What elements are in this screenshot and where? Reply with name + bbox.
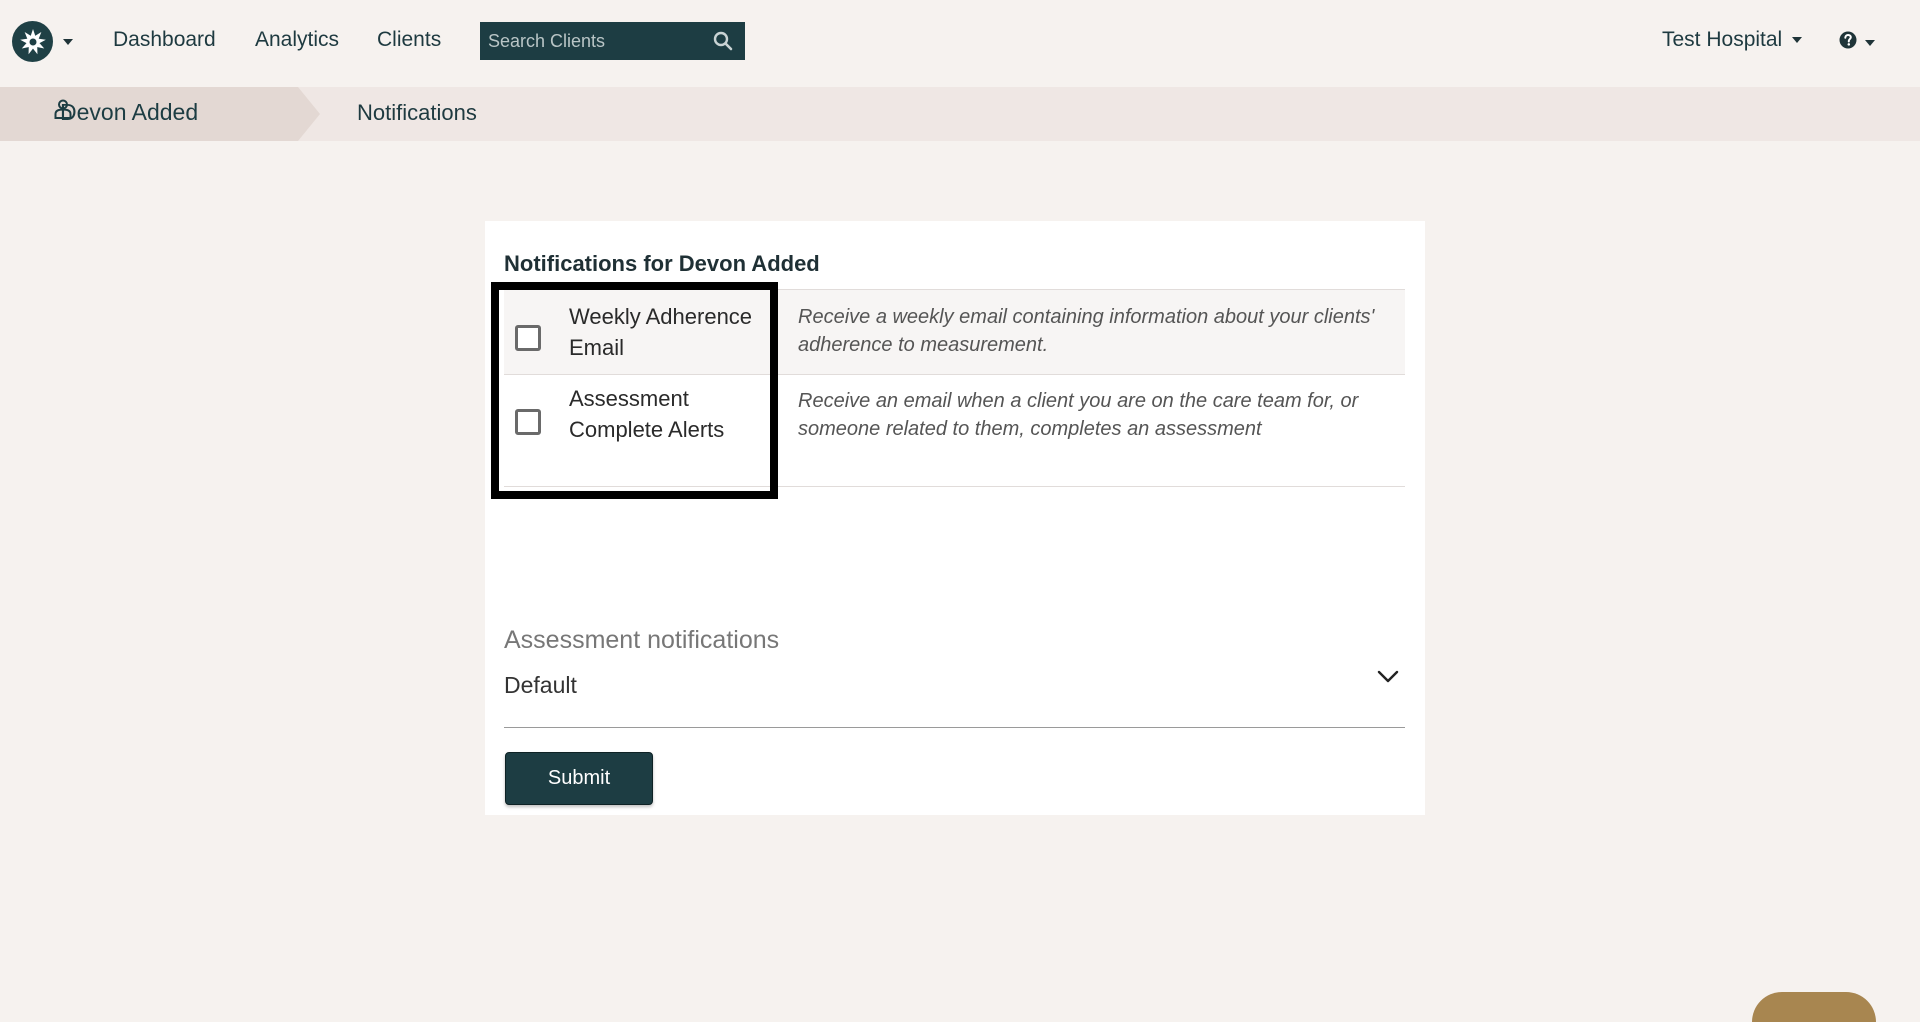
- search-box: [480, 22, 745, 60]
- option-label: Weekly Adherence Email: [569, 304, 753, 360]
- search-icon[interactable]: [713, 31, 733, 56]
- app-menu-toggle[interactable]: [12, 21, 73, 62]
- notification-option-row: [504, 374, 1405, 487]
- notifications-card: [485, 221, 1425, 815]
- nav-dashboard[interactable]: Dashboard: [113, 28, 216, 51]
- weekly-adherence-checkbox[interactable]: [515, 325, 541, 351]
- organization-dropdown[interactable]: [1662, 28, 1802, 52]
- nav-clients[interactable]: Clients: [377, 28, 442, 51]
- search-input[interactable]: [488, 31, 703, 52]
- assessment-notifications-select[interactable]: [504, 626, 1405, 728]
- assessment-complete-checkbox[interactable]: [515, 409, 541, 435]
- select-value: Default: [504, 672, 577, 698]
- caret-down-icon: [63, 39, 73, 45]
- option-label: Assessment Complete Alerts: [569, 386, 725, 442]
- logo-icon: [12, 21, 53, 62]
- caret-down-icon: [1865, 40, 1875, 46]
- select-label: Assessment notifications: [504, 626, 780, 654]
- breadcrumb-client[interactable]: [0, 87, 320, 141]
- floating-widget[interactable]: [1752, 992, 1876, 1022]
- breadcrumb-client-name: Devon Added: [60, 99, 199, 125]
- help-menu[interactable]: [1839, 31, 1875, 54]
- breadcrumb-client-link[interactable]: [54, 99, 198, 126]
- notification-options-table: [504, 289, 1405, 487]
- help-icon: [1839, 31, 1857, 54]
- option-description: Receive an email when a client you are on the care team for, or someone related to them, completes an assessment: [798, 390, 1359, 440]
- chevron-down-icon: [1377, 670, 1399, 689]
- breadcrumb: [0, 87, 1920, 141]
- caret-down-icon: [1792, 37, 1802, 43]
- submit-button[interactable]: Submit: [505, 752, 653, 805]
- card-title: Notifications for Devon Added: [504, 251, 820, 276]
- breadcrumb-current-page: Notifications: [357, 100, 477, 125]
- option-description: Receive a weekly email containing information about your clients' adherence to measurement.: [798, 306, 1375, 356]
- organization-name: Test Hospital: [1662, 28, 1783, 51]
- notification-option-row: [504, 289, 1405, 374]
- top-navbar: [0, 0, 1920, 86]
- nav-analytics[interactable]: Analytics: [255, 28, 340, 51]
